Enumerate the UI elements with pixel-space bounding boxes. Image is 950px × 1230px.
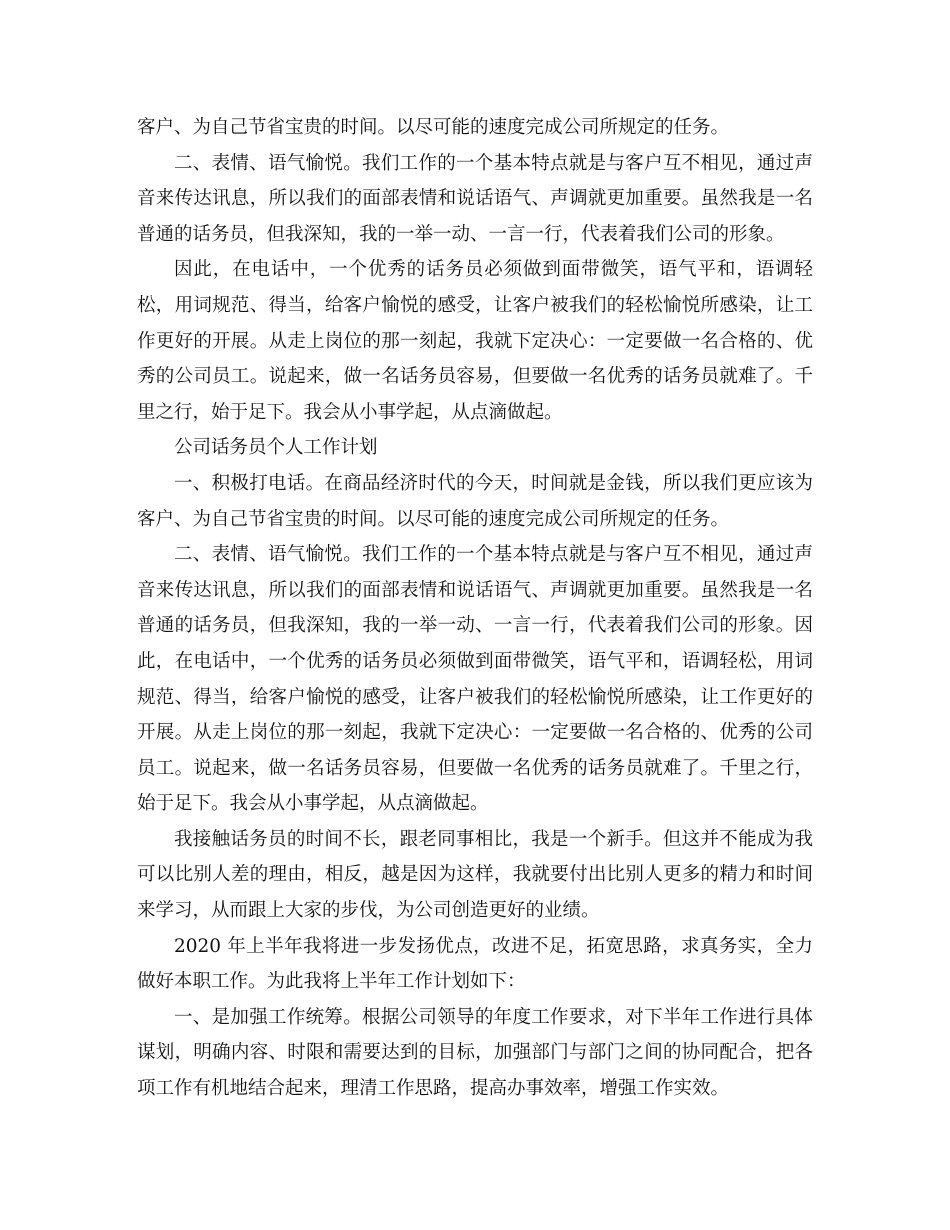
document-body <box>137 110 813 1107</box>
paragraph: 一、是加强工作统筹。根据公司领导的年度工作要求，对下半年工作进行具体谋划，明确内容、时限和需要达到的目标，加强部门与部门之间的协同配合，把各项工作有机地结合起来，理清工作思路，提高办事效率，增强工作实效。 <box>137 1006 813 1100</box>
paragraph: 二、表情、语气愉悦。我们工作的一个基本特点就是与客户互不相见，通过声音来传达讯息，所以我们的面部表情和说话语气、声调就更加重要。虽然我是一名普通的话务员，但我深知，我的一举一动、一言一行，代表着我们公司的形象。因此，在电话中，一个优秀的话务员必须做到面带微笑，语气平和，语调轻松，用词规范、得当，给客户愉悦的感受，让客户被我们的轻松愉悦所感染，让工作更好的开展。从走上岗位的那一刻起，我就下定决心：一定要做一名合格的、优秀的公司员工。说起来，做一名话务员容易，但要做一名优秀的话务员就难了。千里之行，始于足下。我会从小事学起，从点滴做起。 <box>137 544 813 815</box>
paragraph: 我接触话务员的时间不长，跟老同事相比，我是一个新手。但这并不能成为我可以比别人差的理由，相反，越是因为这样，我就要付出比别人更多的精力和时间来学习，从而跟上大家的步伐，为公司创造更好的业绩。 <box>137 828 813 922</box>
paragraph: 客户、为自己节省宝贵的时间。以尽可能的速度完成公司所规定的任务。 <box>137 117 730 138</box>
paragraph: 因此，在电话中，一个优秀的话务员必须做到面带微笑，语气平和，语调轻松，用词规范、得当，给客户愉悦的感受，让客户被我们的轻松愉悦所感染，让工作更好的开展。从走上岗位的那一刻起，我就下定决心：一定要做一名合格的、优秀的公司员工。说起来，做一名话务员容易，但要做一名优秀的话务员就难了。千里之行，始于足下。我会从小事学起，从点滴做起。 <box>137 259 813 423</box>
paragraph: 2020 年上半年我将进一步发扬优点，改进不足，拓宽思路，求真务实，全力做好本职工作。为此我将上半年工作计划如下： <box>137 935 813 993</box>
paragraph: 一、积极打电话。在商品经济时代的今天，时间就是金钱，所以我们更应该为客户、为自己节省宝贵的时间。以尽可能的速度完成公司所规定的任务。 <box>137 472 813 530</box>
section-heading: 公司话务员个人工作计划 <box>174 437 378 459</box>
paragraph: 二、表情、语气愉悦。我们工作的一个基本特点就是与客户互不相见，通过声音来传达讯息，所以我们的面部表情和说话语气、声调就更加重要。虽然我是一名普通的话务员，但我深知，我的一举一动、一言一行，代表着我们公司的形象。 <box>137 152 813 245</box>
